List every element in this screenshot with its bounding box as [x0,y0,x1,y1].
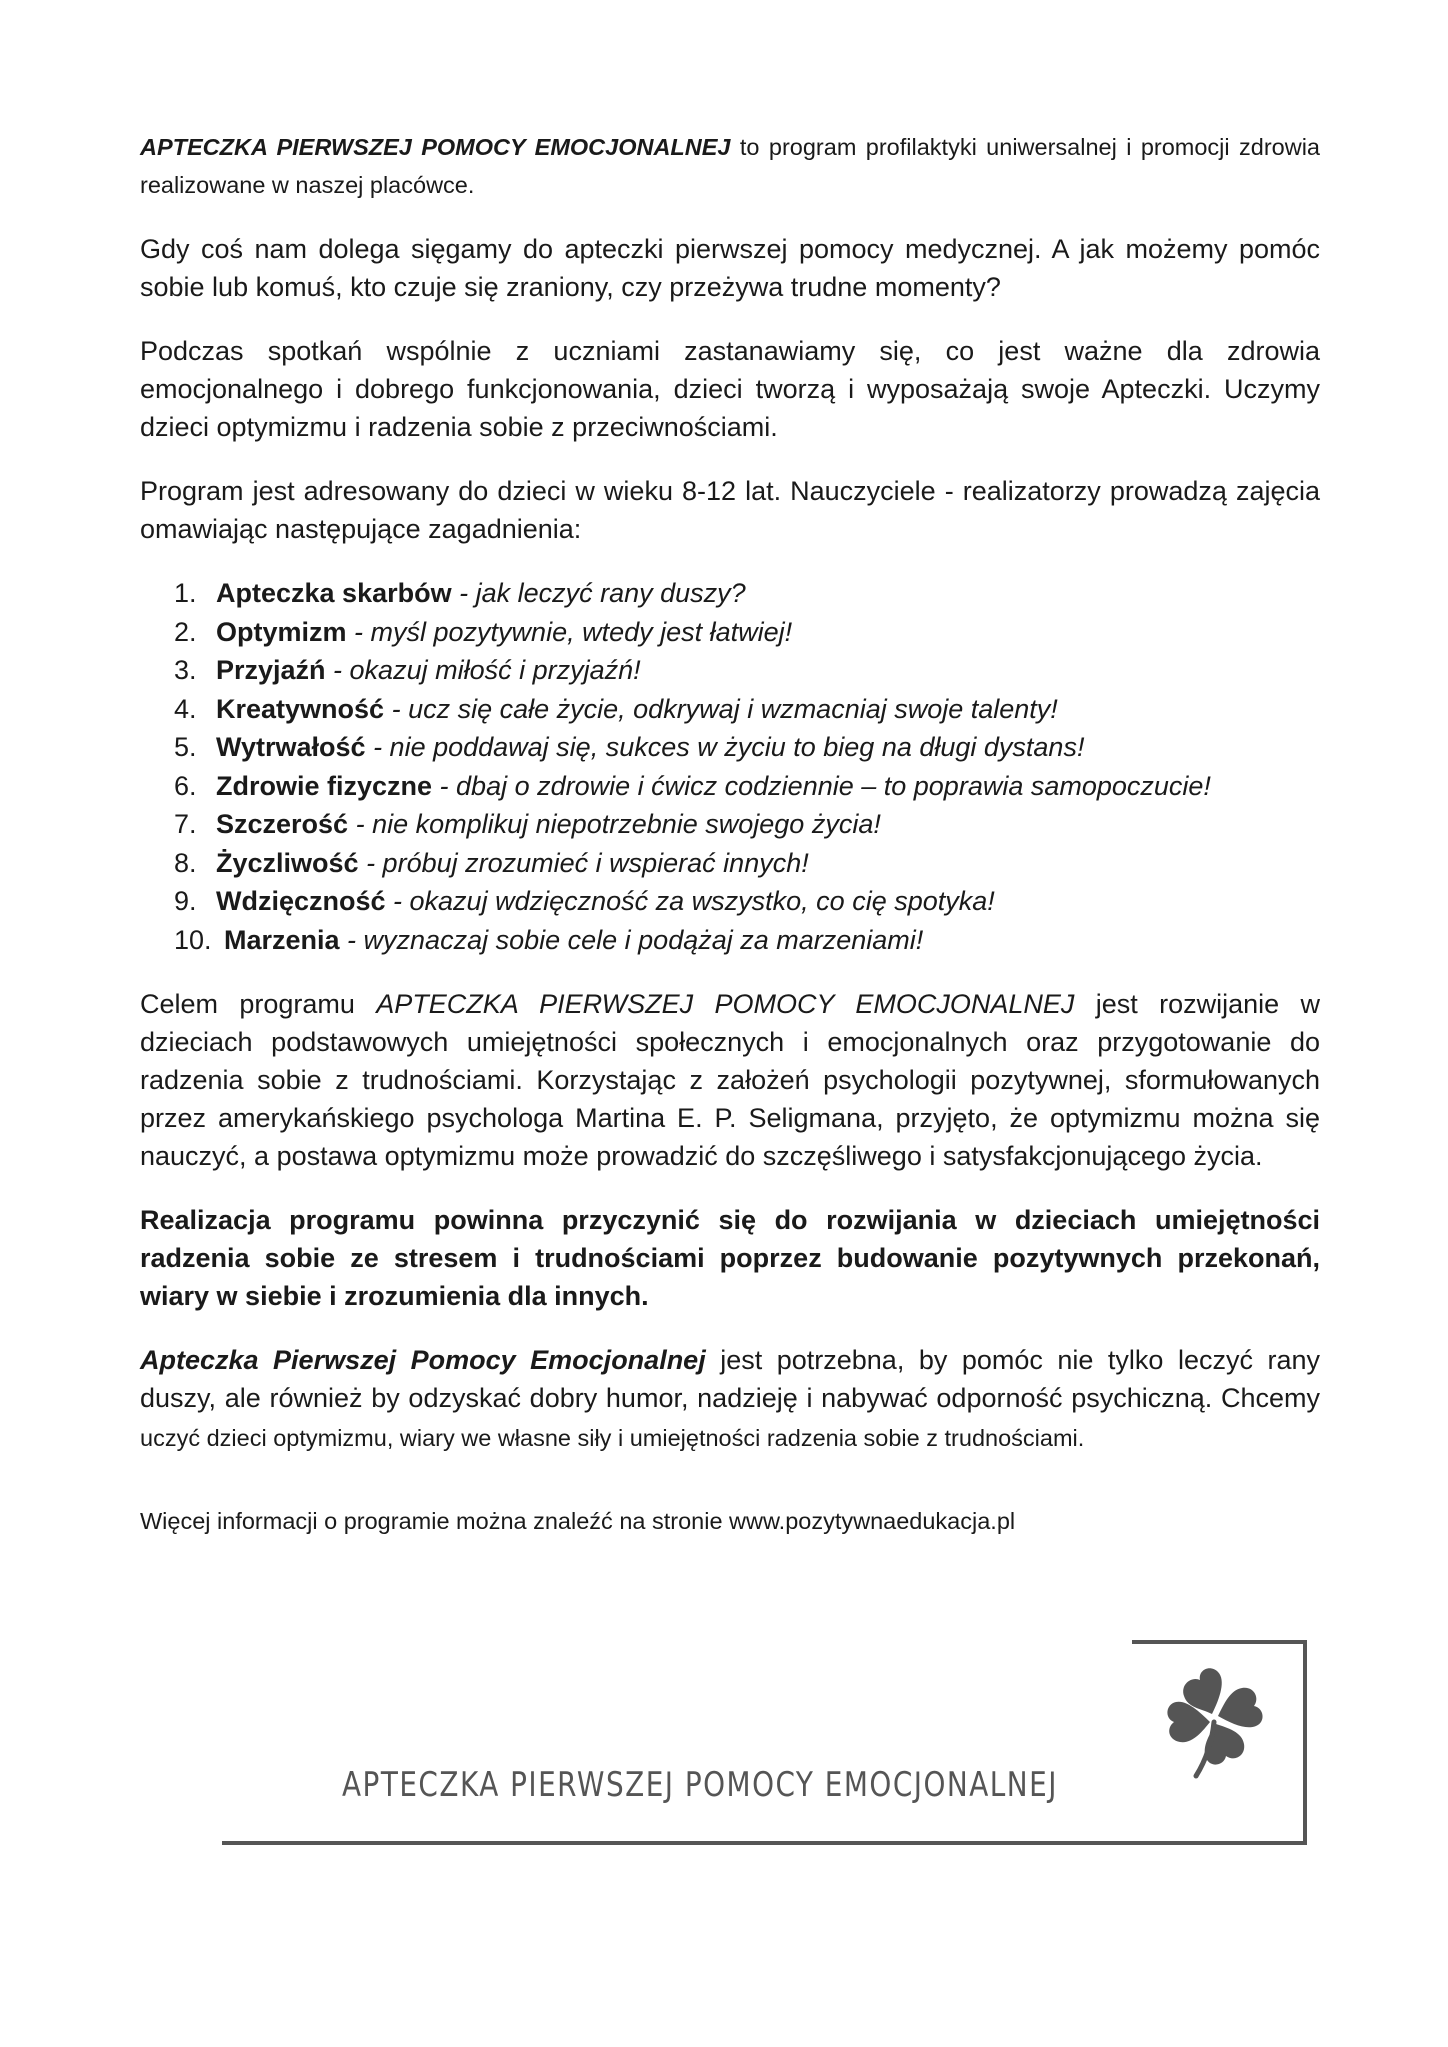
topic-name: Przyjaźń [216,655,326,685]
topic-name: Szczerość [216,809,349,839]
paragraph-1: Gdy coś nam dolega sięgamy do apteczki pierwszej pomocy medycznej. A jak możemy pomóc sobie lub komuś, kto czuje się zraniony, czy przeżywa trudne momenty? [140,234,1320,302]
bold-paragraph: Realizacja programu powinna przyczynić się do rozwijania w dzieciach umiejętności radzenia sobie ze stresem i trudnościami poprzez budowanie pozytywnych przekonań, wiary w siebie i zrozumienia dla innych. [140,1205,1320,1311]
program-logo [222,1640,1312,1850]
topics-list [140,574,1320,959]
list-item: 10. Marzenia - wyznaczaj sobie cele i podążaj za marzeniami! [174,924,924,955]
list-item: 1. Apteczka skarbów - jak leczyć rany duszy? [174,578,746,608]
topic-description: - dbaj o zdrowie i ćwicz codziennie – to poprawia samopoczucie! [432,770,1211,801]
goal-paragraph [140,985,1320,1175]
topic-description: - okazuj miłość i przyjaźń! [325,655,641,685]
topic-description: - ucz się całe życie, odkrywaj i wzmacniaj swoje talenty! [384,693,1058,724]
topic-description: - myśl pozytywnie, wtedy jest łatwiej! [346,616,793,647]
goal-text-before: Celem programu [140,989,377,1019]
paragraph-2: Podczas spotkań wspólnie z uczniami zastanawiamy się, co jest ważne dla zdrowia emocjonalnego i dobrego funkcjonowania, dzieci tworzą i wyposażają swoje Apteczki. Uczymy dzieci optymizmu i radzenia sobie z przeciwnościami. [140,336,1320,442]
four-leaf-clover-icon [1160,1662,1270,1782]
topic-description: - nie komplikuj niepotrzebnie swojego życia! [348,809,881,839]
topic-name: Optymizm [216,616,347,647]
intro-text: to program profilaktyki uniwersalnej i promocji zdrowia realizowane w naszej placówce. [140,134,1320,198]
paragraph-3: Program jest adresowany do dzieci w wieku 8-12 lat. Nauczyciele - realizatorzy prowadzą zajęcia omawiając następujące zagadnienia: [140,476,1320,544]
topic-name: Życzliwość [216,847,359,878]
closing-paragraph [140,1341,1320,1457]
topic-description: - nie poddawaj się, sukces w życiu to bieg na długi dystans! [365,732,1085,762]
list-item: 5. Wytrwałość - nie poddawaj się, sukces w życiu to bieg na długi dystans! [174,732,1085,762]
intro-program-title: APTECZKA PIERWSZEJ POMOCY EMOCJONALNEJ [140,134,731,160]
list-item: 8. Życzliwość - próbuj zrozumieć i wspierać innych! [174,847,809,878]
topic-description: - jak leczyć rany duszy? [451,578,746,608]
closing-program-title: Apteczka Pierwszej Pomocy Emocjonalnej [140,1345,706,1375]
document-body [140,128,1320,1537]
goal-text-after: jest rozwijanie w dzieciach podstawowych umiejętności społecznych i emocjonalnych oraz przygotowanie do radzenia sobie z trudnościami. Korzystając z założeń psychologii pozytywnej, sformułowanych przez amerykańskiego psychologa Martina E. P. Seligmana, przyjęto, że optymizmu można się nauczyć, a postawa optymizmu może prowadzić do szczęśliwego i satysfakcjonującego życia. [140,989,1321,1171]
list-item: 6. Zdrowie fizyczne - dbaj o zdrowie i ćwicz codziennie – to poprawia samopoczucie! [174,770,1211,801]
more-info-text: Więcej informacji o programie można znaleźć na stronie www.pozytywnaedukacja.pl [140,1508,1016,1534]
topic-name: Zdrowie fizyczne [216,770,433,801]
list-item: 7. Szczerość - nie komplikuj niepotrzebnie swojego życia! [174,809,881,839]
topic-description: - wyznaczaj sobie cele i podążaj za marzeniami! [339,924,924,955]
topic-name: Wdzięczność [216,886,386,916]
goal-program-title: APTECZKA PIERWSZEJ POMOCY EMOCJONALNEJ [376,989,1075,1019]
list-item: 9. Wdzięczność - okazuj wdzięczność za wszystko, co cię spotyka! [174,886,995,916]
topic-description: - okazuj wdzięczność za wszystko, co cię spotyka! [385,886,995,916]
list-item: 3. Przyjaźń - okazuj miłość i przyjaźń! [174,655,641,685]
topic-description: - próbuj zrozumieć i wspierać innych! [358,847,809,878]
logo-base-line [222,1841,1307,1845]
topic-name: Marzenia [224,924,340,955]
list-item: 4. Kreatywność - ucz się całe życie, odkrywaj i wzmacniaj swoje talenty! [174,693,1058,724]
list-item: 2. Optymizm - myśl pozytywnie, wtedy jest łatwiej! [174,616,793,647]
closing-text: jest potrzebna, by pomóc nie tylko leczyć rany duszy, ale również by odzyskać dobry humor, nadzieję i nabywać odporność psychiczną. Chcemy [140,1345,1320,1413]
logo-text: APTECZKA PIERWSZEJ POMOCY EMOCJONALNEJ [342,1765,1058,1805]
intro-paragraph [140,128,1320,204]
closing-text-small: uczyć dzieci optymizmu, wiary we własne siły i umiejętności radzenia sobie z trudnościami. [140,1425,1085,1451]
topic-name: Wytrwałość [216,732,366,762]
topic-name: Apteczka skarbów [216,578,452,608]
topic-name: Kreatywność [216,693,385,724]
